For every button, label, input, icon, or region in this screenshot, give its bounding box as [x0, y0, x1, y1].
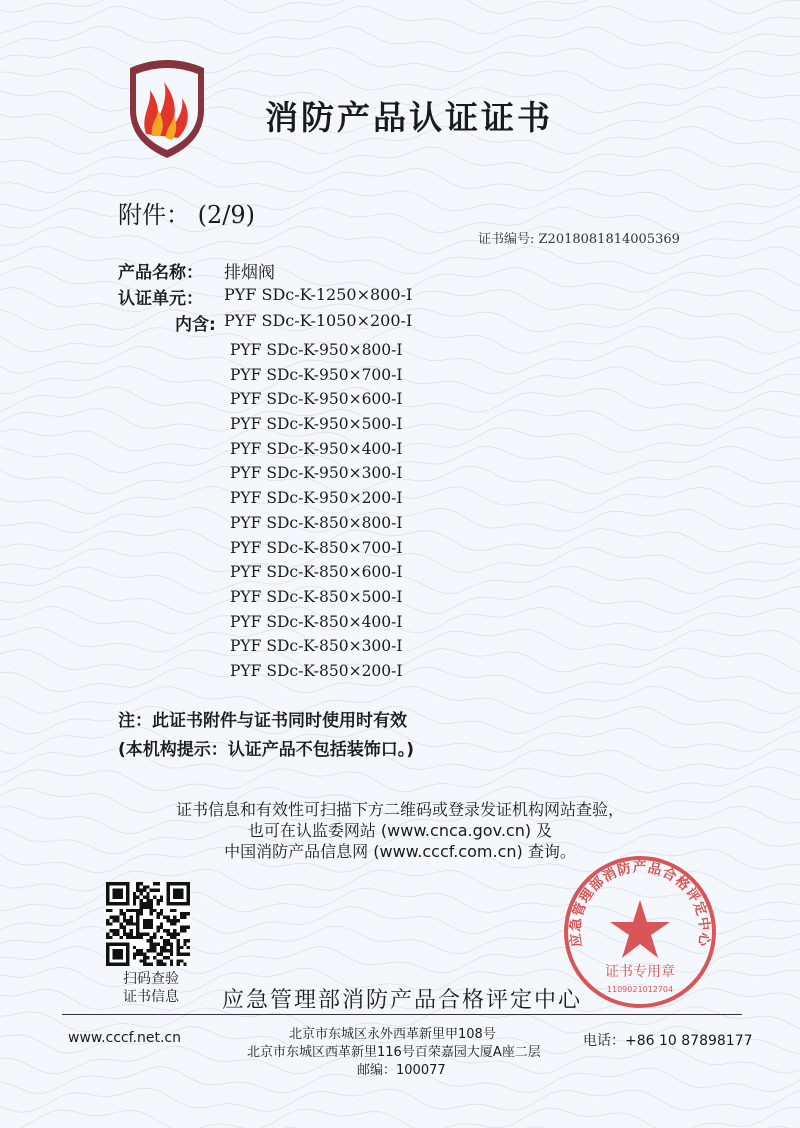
cert-unit-label: 认证单元： — [118, 289, 203, 309]
footer-address-1: 北京市东城区永外西革新里甲108号 — [289, 1027, 496, 1042]
model-item: PYF SDc-K-950×200-I — [230, 489, 403, 508]
model-item: PYF SDc-K-850×300-I — [230, 637, 403, 656]
fire-emblem-logo — [122, 58, 212, 162]
model-item: PYF SDc-K-850×600-I — [230, 563, 403, 582]
agency-tip-note: (本机构提示：认证产品不包括装饰口。) — [118, 740, 415, 760]
footer-website[interactable]: www.cccf.net.cn — [68, 1030, 181, 1046]
footer-postcode: 邮编：100077 — [357, 1063, 446, 1078]
model-item: PYF SDc-K-850×700-I — [230, 538, 403, 557]
model-item: PYF SDc-K-950×500-I — [230, 415, 403, 434]
qr-code[interactable] — [106, 882, 190, 966]
issuing-authority: 应急管理部消防产品合格评定中心 — [222, 988, 583, 1013]
qr-caption-line-2: 证书信息 — [123, 989, 179, 1005]
validity-note: 注：此证书附件与证书同时使用时有效 — [118, 711, 407, 731]
verification-info-line-3: 中国消防产品信息网 (www.cccf.com.cn) 查询。 — [224, 842, 576, 861]
model-item: PYF SDc-K-850×500-I — [230, 587, 403, 606]
seal-number: 1109021012704 — [606, 985, 674, 994]
footer-phone: 电话：+86 10 87898177 — [583, 1033, 753, 1049]
contains-label: 内含: — [175, 315, 216, 335]
model-item: PYF SDc-K-850×400-I — [230, 612, 403, 631]
model-item: PYF SDc-K-850×200-I — [230, 661, 403, 680]
qr-caption-line-1: 扫码查验 — [123, 971, 179, 987]
official-seal-stamp — [560, 852, 720, 1012]
certificate-title: 消防产品认证证书 — [265, 98, 553, 137]
verification-info-line-1: 证书信息和有效性可扫描下方二维码或登录发证机构网站查验， — [175, 800, 624, 819]
model-item: PYF SDc-K-950×700-I — [230, 365, 403, 384]
seal-bottom-text: 证书专用章 — [605, 964, 675, 980]
attachment-page-indicator: 附件： (2/9) — [118, 201, 255, 229]
model-item: PYF SDc-K-950×600-I — [230, 390, 403, 409]
verification-info-line-2: 也可在认监委网站 (www.cnca.gov.cn) 及 — [247, 821, 553, 840]
footer-divider — [62, 1014, 742, 1015]
star-icon — [610, 900, 670, 958]
model-item: PYF SDc-K-950×800-I — [230, 341, 403, 359]
model-item: PYF SDc-K-950×300-I — [230, 464, 403, 483]
model-list-first: PYF SDc-K-1050×200-I — [224, 311, 413, 330]
product-name-value: 排烟阀 — [224, 263, 275, 283]
certificate-number: 证书编号: Z2018081814005369 — [478, 232, 680, 247]
model-item: PYF SDc-K-950×400-I — [230, 439, 403, 458]
product-name-label: 产品名称： — [118, 263, 203, 283]
footer-address-2: 北京市东城区西革新里116号百荣嘉园大厦A座二层 — [247, 1045, 541, 1060]
seal-ring-text: 应急管理部消防产品合格评定中心 — [567, 859, 713, 948]
cert-unit-value: PYF SDc-K-1250×800-I — [224, 285, 413, 304]
model-item: PYF SDc-K-850×800-I — [230, 513, 403, 532]
model-list — [230, 338, 403, 684]
